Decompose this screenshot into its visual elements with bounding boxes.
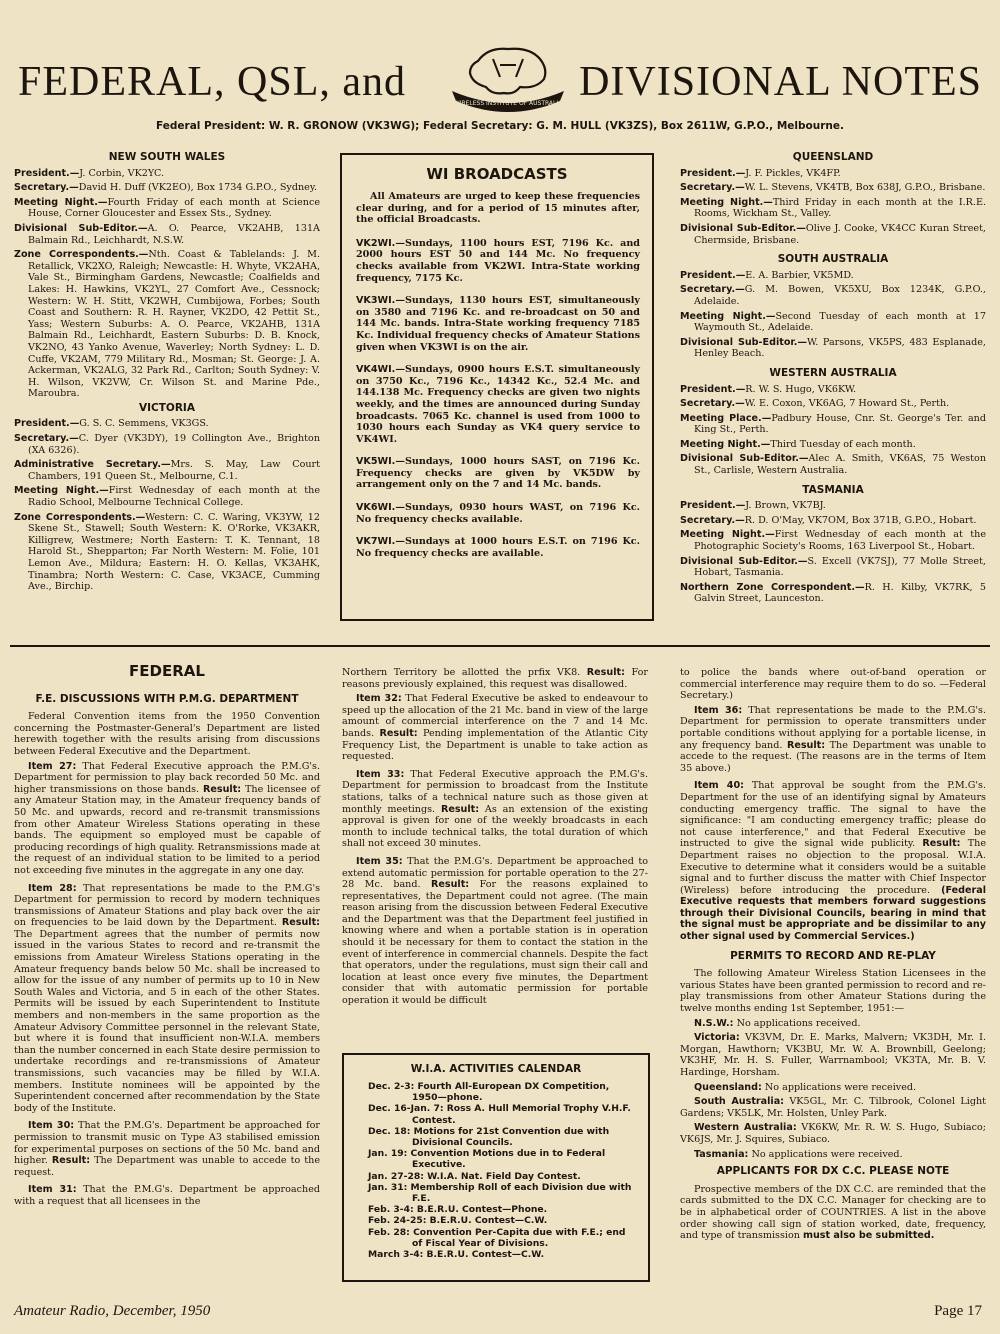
permit-entry: Victoria: VK3VM, Dr. E. Marks, Malvern; VK3DH, Mr. I. Morgan, Hawthorn; VK3BU, Mr. W. A. Brownbill, Geelong; VK3HF, Mr. H. S. Fuller, Warrnambool; VK3TA, Mr. B. V. Hardinge, Horsham. [680, 1032, 986, 1078]
masthead-right: DIVISIONAL NOTES [579, 59, 982, 105]
broadcast-entry: VK4WI.—Sundays, 0900 hours E.S.T. simultaneously on 3750 Kc., 7196 Kc., 14342 Kc., 52.4 Mc. and 144.138 Mc. Frequency checks are given two nights weekly, and the times are announced during Sunday broadcasts. 7065 Kc. channel is used from 1000 to 1030 hours each Sunday as VK4 query service to VK4WI. [356, 364, 640, 445]
dxcc-title: APPLICANTS FOR DX C.C. PLEASE NOTE [716, 1165, 950, 1178]
nsw-list [14, 168, 320, 400]
federal-col3-top: to police the bands where out-of-band operation or commercial interference may require them to do so. —Federal Secretary.) [680, 667, 986, 702]
broadcast-entry: VK7WI.—Sundays at 1000 hours E.S.T. on 7196 Kc. No frequency checks are available. [356, 536, 640, 559]
calendar-entry: Dec. 16-Jan. 7: Ross A. Hull Memorial Trophy V.H.F. Contest. [368, 1103, 631, 1126]
nsw-victoria-column [14, 148, 320, 596]
nsw-heading: NEW SOUTH WALES [108, 151, 226, 163]
federal-col2-top: Northern Territory be allotted the prfix VK8. Result: For reasons previously explained, this request was disallowed. [342, 667, 648, 690]
queensland-heading: QUEENSLAND [792, 151, 874, 163]
logo-text: WIRELESS INSTITUTE OF AUSTRALIA [453, 100, 563, 107]
federal-item: Item 27: That Federal Executive approach the P.M.G's. Department for permission to play back recorded 50 Mc. and higher transmissions on those bands. Result: The licensee of any Amateur Station may, in the Amateur frequency bands of 50 Mc. and upwards, record and re-transmit transmissions from other Amateur Wireless Stations operating in these bands. The equipment so employed must be capable of producing recordings of high quality. Retransmissions made at the request of an individual station to be limited to a period not exceeding five minutes in the aggregate in any one day. [14, 760, 321, 876]
queensland-entry: Divisional Sub-Editor.—Olive J. Cooke, VK4CC Kuran Street, Chermside, Brisbane. [680, 222, 986, 246]
tasmania-entry: President.—J. Brown, VK7BJ. [680, 500, 826, 512]
calendar-entry: March 3-4: B.E.R.U. Contest—C.W. [368, 1249, 545, 1261]
federal-column-2 [342, 667, 648, 1013]
victoria-entry: Administrative Secretary.—Mrs. S. May, Law Court Chambers, 191 Queen St., Melbourne, C.1. [14, 459, 320, 482]
queensland-entry: Meeting Night.—Third Friday in each month at the I.R.E. Rooms, Wickham St., Valley. [680, 196, 987, 220]
victoria-entry: Meeting Night.—First Wednesday of each month at the Radio School, Melbourne Technical College. [14, 485, 320, 509]
permit-entry: Western Australia: VK6KW, Mr. R. W. S. Hugo, Subiaco; VK6JS, Mr. J. Squires, Subiaco. [680, 1122, 986, 1145]
queensland-list [680, 168, 986, 247]
western-australia-heading: WESTERN AUSTRALIA [769, 366, 897, 379]
broadcast-entry: VK5WI.—Sundays, 1000 hours SAST, on 7196 Kc. Frequency checks are given by VK5DW by arrangement only on the 7 and 14 Mc. bands. [356, 456, 640, 491]
calendar-title: W.I.A. ACTIVITIES CALENDAR [410, 1063, 582, 1075]
other-states-column [680, 148, 986, 608]
south-australia-list [680, 270, 986, 360]
section-divider [10, 645, 990, 647]
queensland-entry: Secretary.—W. L. Stevens, VK4TB, Box 638J, G.P.O., Brisbane. [680, 182, 986, 194]
victoria-list [14, 418, 320, 592]
nsw-entry: Meeting Night.—Fourth Friday of each month at Science House, Corner Gloucester and Essex Sts., Sydney. [14, 196, 320, 220]
calendar-entry: Dec. 18: Motions for 21st Convention due with Divisional Councils. [368, 1125, 610, 1149]
permit-entry: N.S.W.: No applications received. [694, 1017, 861, 1029]
permit-entry: South Australia: VK5GL, Mr. C. Tilbrook, Colonel Light Gardens; VK5LK, Mr. Holsten, Unley Park. [680, 1096, 986, 1119]
federal-items-3 [680, 705, 986, 943]
masthead-left: FEDERAL, QSL, and [18, 59, 406, 105]
calendar-entry: Feb. 24-25: B.E.R.U. Contest—C.W. [368, 1215, 548, 1227]
calendar-entry: Feb. 3-4: B.E.R.U. Contest—Phone. [368, 1204, 548, 1216]
south-australia-heading: SOUTH AUSTRALIA [777, 253, 889, 266]
nsw-entry: Secretary.—David H. Duff (VK2EO), Box 1734 G.P.O., Sydney. [14, 182, 318, 194]
permit-entry: Tasmania: No applications were received. [694, 1148, 903, 1160]
federal-item: Item 28: That representations be made to the P.M.G's Department for permission to record by modern techniques transmissions of Amateur Stations and play back over the air on frequencies to be laid down by the Department. Result: The Department agrees that the number of permits now issued in the various States to record and re-transmit the emissions from Amateur Wireless Stations operating in the Amateur frequency bands below 50 Mc. shall be increased to allow for the issue of any number of permits up to 10 in New South Wales and Victoria, and 5 in each of the other States. Permits will be issued by each Superintendent to Institute members and non-members in the same proportion as the Amateur Advisory Committee personnel in the relevant State, but where it is found that insufficient non-W.I.A. members than the number concerned in each State desire permission to undertake recordings and re-transmissions of Amateur transmissions, such vacancies may be filled by W.I.A. members. Institute nominees will be appointed by the Superintendent concerned after recommendation by the State body of the Institute. [14, 882, 321, 1114]
federal-officers: Federal President: W. R. GRONOW (VK3WG); Federal Secretary: G. M. HULL (VK3ZS), Box 2611W, G.P.O., Melbourne. [156, 120, 844, 132]
tasmania-entry: Northern Zone Correspondent.—R. H. Kilby, VK7RK, 5 Galvin Street, Launceston. [680, 581, 986, 605]
broadcasts-intro: All Amateurs are urged to keep these frequencies clear during, and for a period of 15 minutes after, the official Broadcasts. [356, 191, 640, 226]
tasmania-list [680, 500, 986, 605]
calendar-entry: Jan. 31: Membership Roll of each Division due with F.E. [368, 1181, 632, 1205]
broadcast-entry: VK3WI.—Sundays, 1130 hours EST, simultaneously on 3580 and 7196 Kc. and re-broadcast on 50 and 144 Mc. bands. Intra-State working frequency 7185 Kc. Individual frequency checks of Amateur Stations given when VK3WI is on the air. [356, 295, 640, 353]
footer-publication: Amateur Radio, December, 1950 [14, 1303, 211, 1319]
permits-list [680, 1018, 986, 1161]
federal-item: Item 36: That representations be made to the P.M.G's. Department for permission to operate transmitters under portable conditions without applying for a portable license, in any frequency band. Result: The Department was unable to accede to the request. (The reasons are in the terms of Item 35 above.) [680, 704, 986, 774]
broadcasts-list [356, 238, 640, 560]
activities-calendar-box [342, 1053, 650, 1282]
broadcasts-title: WI BROADCASTS [426, 165, 568, 183]
queensland-entry: President.—J. F. Pickles, VK4FP. [680, 167, 841, 179]
masthead [18, 58, 982, 118]
calendar-entry: Feb. 28: Convention Per-Capita due with F.E.; end of Fiscal Year of Divisions. [368, 1226, 626, 1249]
broadcast-entry: VK6WI.—Sundays, 0930 hours WAST, on 7196 Kc. No frequency checks available. [356, 502, 640, 525]
victoria-entry: Secretary.—C. Dyer (VK3DY), 19 Collington Ave., Brighton (XA 6326). [14, 433, 320, 456]
federal-column-3 [680, 667, 986, 1245]
victoria-entry: Zone Correspondents.—Western: C. C. Waring, VK3YW, 12 Skene St., Stawell; South Western: K. O'Rorke, VK3AKR, Killigrew, Westmere; North Eastern: T. K. Tennant, 18 Harold St., Shepparton; Far North Western: M. Folie, 101 Lemon Ave., Mildura; Eastern: H. O. Kellas, VK3AHK, Tinambra; North Western: C. Case, VK3ACE, Cumming Ave., Birchip. [14, 511, 321, 593]
tasmania-entry: Meeting Night.—First Wednesday of each month at the Photographic Society's Rooms, 163 Liverpool St., Hobart. [680, 529, 986, 553]
western_australia-entry: Meeting Night.—Third Tuesday of each month. [680, 438, 916, 450]
western_australia-entry: Meeting Place.—Padbury House, Cnr. St. George's Ter. and King St., Perth. [680, 412, 987, 436]
calendar-list [344, 1081, 648, 1260]
federal-item: Item 32: That Federal Executive be asked to endeavour to speed up the allocation of the 21 Mc. band in view of the large amount of commercial interference on the 7 and 14 Mc. bands. Result: Pending implementation of the Atlantic City Frequency List, the Department is unable to take action as requested. [342, 693, 648, 763]
tasmania-entry: Divisional Sub-Editor.—S. Excell (VK7SJ), 77 Molle Street, Hobart, Tasmania. [680, 555, 986, 579]
federal-items-2 [342, 693, 648, 1006]
nsw-entry: President.—J. Corbin, VK2YC. [14, 167, 165, 179]
victoria-heading: VICTORIA [139, 401, 195, 414]
broadcast-entry: VK2WI.—Sundays, 1100 hours EST, 7196 Kc. and 2000 hours EST 50 and 144 Mc. No frequency checks available from VK2WI. Intra-State working frequency, 7175 Kc. [356, 237, 640, 284]
south_australia-entry: President.—E. A. Barbier, VK5MD. [680, 269, 854, 281]
calendar-entry: Jan. 27-28: W.I.A. Nat. Field Day Contest. [368, 1170, 581, 1182]
footer-page-number: Page 17 [934, 1303, 982, 1319]
victoria-entry: President.—G. S. C. Semmens, VK3GS. [14, 418, 209, 430]
western_australia-entry: President.—R. W. S. Hugo, VK6KW. [680, 383, 857, 395]
calendar-entry: Jan. 19: Convention Motions due in to Federal Executive. [368, 1148, 606, 1171]
federal-intro: Federal Convention items from the 1950 Convention concerning the Postmaster-General's Department are listed herewith together with the results arising from discussions between Federal Executive and the Department. [14, 711, 320, 757]
federal-subtitle: F.E. DISCUSSIONS WITH P.M.G. DEPARTMENT [35, 692, 299, 705]
federal-title: FEDERAL [129, 662, 205, 680]
federal-items-1 [14, 761, 320, 1208]
federal-item: Item 35: That the P.M.G's. Department be approached to extend automatic permission for portable operation to the 27-28 Mc. band. Result: For the reasons explained to representatives, the Department could not agree. (The main reason arising from the discussion between Federal Executive and the Department was that the Department feel justified in knowing where and when a portable station is in operation should it be necessary for them to contact the station in the event of interference in commercial channels. Despite the fact that operators, under the regulations, must sign their call and location at least once every five minutes, the Department consider that with automatic permission for portable operation it would be difficult [342, 855, 648, 1007]
federal-item: Item 30: That the P.M.G's. Department be approached for permission to transmit music on Type A3 stabilised emission for experimental purposes on sections of the 50 Mc. band and higher. Result: The Department was unable to accede to the request. [14, 1120, 320, 1178]
western-australia-list [680, 384, 986, 477]
wi-broadcasts-box [340, 153, 654, 621]
federal-item: Item 33: That Federal Executive approach the P.M.G's. Department for permission to broadcast from the Institute stations, talks of a technical nature such as those given at monthly meetings. Result: As an extension of the existing approval is given for one of the weekly broadcasts in each month to include technical talks, the total duration of which shall not exceed 30 minutes. [342, 768, 649, 850]
wia-logo-icon [448, 43, 568, 118]
federal-column-1 [14, 652, 320, 1214]
tasmania-entry: Secretary.—R. D. O'May, VK7OM, Box 371B, G.P.O., Hobart. [680, 514, 977, 526]
south_australia-entry: Secretary.—G. M. Bowen, VK5XU, Box 1234K, G.P.O., Adelaide. [680, 284, 986, 307]
calendar-entry: Dec. 2-3: Fourth All-European DX Competition, 1950—phone. [368, 1081, 610, 1104]
tasmania-heading: TASMANIA [802, 483, 864, 496]
nsw-entry: Zone Correspondents.—Nth. Coast & Tablelands: J. M. Retallick, VK2XO, Raleigh; Newcastle: H. Whyte, VK2AHA, Vale St., Birmingham Gardens, Newcastle; Coalfields and Lakes: H. Hawkins, VK2YL, 27 Comfort Ave., Cessnock; Western: W. H. Stitt, VK2WH, Cumbijowa, Forbes; South Coast and Southern: R. H. Rayner, VK2DO, 42 Pettit St., Yass; Western Suburbs: A. O. Pearce, VK2AHB, 131A Balmain Rd., Leichhardt, Eastern Suburbs: D. B. Knock, VK2NO, 43 Yanko Avenue, Waverley; North Sydney: L. D. Cuffe, VK2AM, 779 Military Rd., Mosman; St. George: J. A. Ackerman, VK2ALG, 32 Park Rd., Carlton; South Sydney: V. H. Wilson, VK2VW, Cr. Wilson St. and Marine Pde., Maroubra. [14, 249, 321, 400]
federal-item: Item 31: That the P.M.G's. Department be approached with a request that all licensees in the [14, 1184, 321, 1207]
dxcc-text: Prospective members of the DX C.C. are reminded that the cards submitted to the DX C.C. Manager for checking are to be in alphabetical order of COUNTRIES. A list in the above order showing call sign of station worked, date, frequency, and type of transmission must also be submitted. [680, 1183, 986, 1242]
nsw-entry: Divisional Sub-Editor.—A. O. Pearce, VK2AHB, 131A Balmain Rd., Leichhardt, N.S.W. [14, 222, 320, 246]
permits-intro: The following Amateur Wireless Station Licensees in the various States have been granted permission to record and re-play transmissions from other Amateur Stations during the twelve months ending 1st September, 1951:— [680, 968, 986, 1015]
western_australia-entry: Divisional Sub-Editor.—Alec A. Smith, VK6AS, 75 Weston St., Carlisle, Western Australia. [680, 453, 986, 477]
south_australia-entry: Divisional Sub-Editor.—W. Parsons, VK5PS, 483 Esplanade, Henley Beach. [680, 336, 986, 360]
federal-item: Item 40: That approval be sought from the P.M.G's. Department for the use of an identifying signal by Amateurs conducting emergency traffic. The signal to have the significance: "I am conducting emergency traffic; please do not cause interference," and that Federal Executive be instructed to give the signal wide publicity. Result: The Department raises no objection to the proposal. W.I.A. Executive to determine what it considers would be a suitable signal and to further discuss the matter with Chief Inspector (Wireless) before introducing the procedure. (Federal Executive requests that members forward suggestions through their Divisional Councils, bearing in mind that the signal must be appropriate and be dissimilar to any other signal used by Commercial Services.) [680, 780, 987, 943]
permits-title: PERMITS TO RECORD AND RE-PLAY [730, 949, 936, 962]
south_australia-entry: Meeting Night.—Second Tuesday of each month at 17 Waymouth St., Adelaide. [680, 310, 986, 334]
western_australia-entry: Secretary.—W. E. Coxon, VK6AG, 7 Howard St., Perth. [680, 398, 950, 410]
permit-entry: Queensland: No applications were received. [694, 1081, 917, 1093]
